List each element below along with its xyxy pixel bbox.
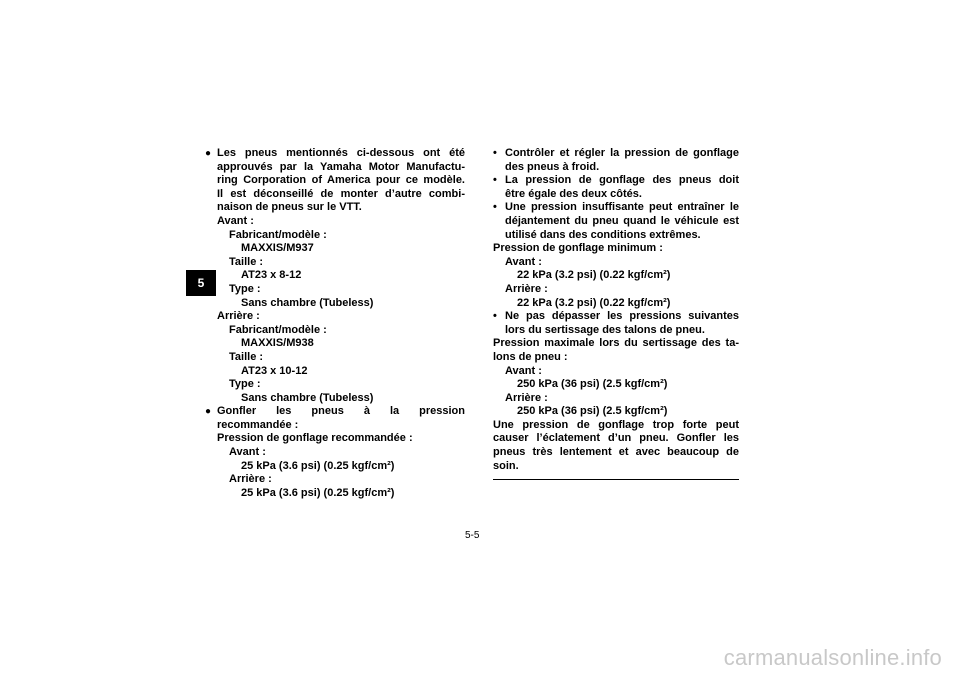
warning-text: soin. xyxy=(493,459,519,472)
rear-model-value: MAXXIS/M938 xyxy=(241,337,314,350)
note-insufficient: utilisé dans des conditions extrêmes. xyxy=(505,228,701,241)
inflate-instruction: ● Gonfler les pneus à la pression xyxy=(205,405,465,418)
front-maker-label: Fabricant/modèle : xyxy=(229,228,327,241)
front-type-value: Sans chambre (Tubeless) xyxy=(241,296,374,309)
maximum-rear-value: 250 kPa (36 psi) (2.5 kgf/cm²) xyxy=(517,405,668,418)
chapter-tab-number: 5 xyxy=(197,276,205,290)
minimum-pressure-label: Pression de gonflage minimum : xyxy=(493,242,663,255)
warning-text: Une pression de gonflage trop forte peut xyxy=(493,418,739,431)
maximum-pressure-label: Pression maximale lors du sertissage des ta- xyxy=(493,337,739,350)
page-number: 5-5 xyxy=(465,530,480,541)
recommended-rear-label: Arrière : xyxy=(229,473,272,486)
front-size-value: AT23 x 8-12 xyxy=(241,269,302,282)
circle-bullet-icon: ● xyxy=(205,406,212,418)
left-column xyxy=(205,147,465,500)
note-insufficient: • Une pression insuffisante peut entraîner le xyxy=(493,201,739,214)
tires-intro-line: naison de pneus sur le VTT. xyxy=(217,201,362,214)
minimum-front-label: Avant : xyxy=(505,255,542,268)
recommended-pressure-label: Pression de gonflage recommandée : xyxy=(217,432,413,445)
front-type-label: Type : xyxy=(229,282,261,295)
minimum-front-value: 22 kPa (3.2 psi) (0.22 kgf/cm²) xyxy=(517,269,671,282)
section-end-rule xyxy=(493,479,739,480)
warning-text: causer l’éclatement d’un pneu. Gonfler les xyxy=(493,432,739,445)
inflate-instruction: recommandée : xyxy=(217,418,299,431)
rear-type-label: Type : xyxy=(229,378,261,391)
chapter-tab xyxy=(186,270,216,296)
dot-bullet-icon: • xyxy=(493,201,497,214)
note-equal-sides: être égale des deux côtés. xyxy=(505,187,642,200)
front-label: Avant : xyxy=(217,214,254,227)
rear-size-value: AT23 x 10-12 xyxy=(241,364,308,377)
front-size-label: Taille : xyxy=(229,255,264,268)
dot-bullet-icon: • xyxy=(493,310,497,323)
tires-intro-line: approuvés par la Yamaha Motor Manufactu- xyxy=(217,160,465,173)
tires-intro-line: Il est déconseillé de monter d’autre combi- xyxy=(217,187,465,200)
minimum-rear-value: 22 kPa (3.2 psi) (0.22 kgf/cm²) xyxy=(517,296,671,309)
note-check-adjust: • Contrôler et régler la pression de gonflage xyxy=(493,147,739,159)
recommended-front-value: 25 kPa (3.6 psi) (0.25 kgf/cm²) xyxy=(241,459,395,472)
right-column xyxy=(493,147,739,473)
note-insufficient: déjantement du pneu quand le véhicule est xyxy=(505,214,739,227)
recommended-rear-value: 25 kPa (3.6 psi) (0.25 kgf/cm²) xyxy=(241,486,395,499)
tires-intro-line: ● Les pneus mentionnés ci-dessous ont été xyxy=(205,147,465,159)
front-model-value: MAXXIS/M937 xyxy=(241,242,314,255)
circle-bullet-icon: ● xyxy=(205,148,212,159)
maximum-rear-label: Arrière : xyxy=(505,391,548,404)
warning-text: pneus très lentement et avec beaucoup de xyxy=(493,446,739,459)
minimum-rear-label: Arrière : xyxy=(505,282,548,295)
dot-bullet-icon: • xyxy=(493,174,497,187)
maximum-pressure-label: lons de pneu : xyxy=(493,350,568,363)
maximum-front-value: 250 kPa (36 psi) (2.5 kgf/cm²) xyxy=(517,378,668,391)
maximum-front-label: Avant : xyxy=(505,364,542,377)
recommended-front-label: Avant : xyxy=(229,446,266,459)
note-equal-sides: • La pression de gonflage des pneus doit xyxy=(493,174,739,187)
rear-label: Arrière : xyxy=(217,310,260,323)
dot-bullet-icon: • xyxy=(493,147,497,159)
rear-size-label: Taille : xyxy=(229,350,264,363)
rear-type-value: Sans chambre (Tubeless) xyxy=(241,391,374,404)
tires-intro-line: ring Corporation of America pour ce modèle. xyxy=(217,174,465,187)
note-do-not-exceed: • Ne pas dépasser les pressions suivantes xyxy=(493,310,739,323)
note-do-not-exceed: lors du sertissage des talons de pneu. xyxy=(505,323,705,336)
note-check-adjust: des pneus à froid. xyxy=(505,160,600,173)
rear-maker-label: Fabricant/modèle : xyxy=(229,323,327,336)
watermark: carmanualsonline.info xyxy=(723,645,942,670)
